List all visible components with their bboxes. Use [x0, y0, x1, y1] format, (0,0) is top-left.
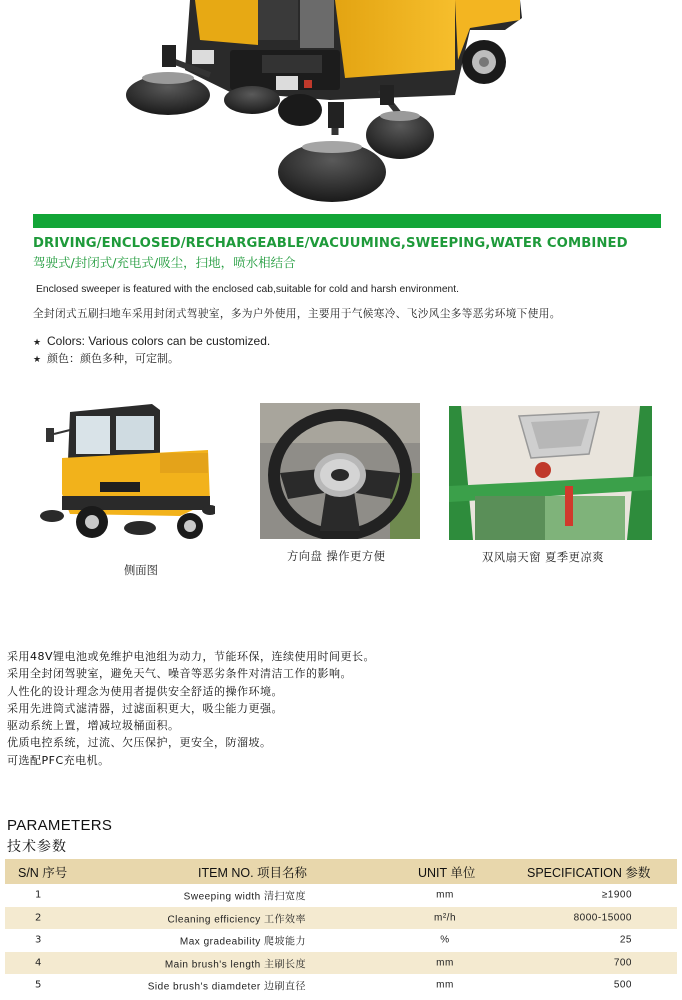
list-item: 采用48V锂电池或免维护电池组为动力，节能环保，连续使用时间更长。 [7, 650, 376, 663]
accent-divider-bar [33, 214, 661, 228]
cell-sn: 3 [35, 934, 42, 946]
cell-unit: % [440, 934, 450, 946]
list-item: 可选配PFC充电机。 [7, 753, 110, 767]
steering-wheel-caption: 方向盘 操作更方便 [287, 550, 386, 563]
colors-bullet-cn [33, 350, 179, 366]
hero-sweeper-photo [0, 0, 682, 212]
parameters-table [5, 859, 677, 997]
intro-text-cn: 全封闭式五刷扫地车采用封闭式驾驶室，多为户外使用，主要用于气候寒冷、飞沙风尘多等恶劣环境下使用。 [33, 308, 561, 320]
list-item: 采用先进筒式滤清器，过滤面积更大，吸尘能力更强。 [7, 701, 283, 715]
roof-fan-caption: 双风扇天窗 夏季更凉爽 [482, 551, 605, 564]
table-row [5, 907, 677, 930]
star-icon: ★ [33, 355, 42, 365]
intro-text-en: Enclosed sweeper is featured with the enclosed cab,suitable for cold and harsh environment. [36, 284, 459, 295]
parameters-subtitle: 技术参数 [7, 839, 67, 855]
steering-wheel-illustration [260, 403, 420, 539]
table-row [5, 974, 677, 997]
side-view-caption: 侧面图 [124, 564, 158, 577]
cell-spec: ≥1900 [601, 889, 632, 901]
header-spec: SPECIFICATION 参数 [527, 865, 651, 880]
table-row [5, 929, 677, 952]
cell-unit: mm [436, 957, 454, 969]
header-sn: S/N 序号 [18, 865, 68, 880]
colors-bullet-en [33, 334, 270, 348]
roof-fan-illustration [449, 406, 652, 540]
cell-item: Max gradeability 爬坡能力 [179, 936, 306, 948]
cell-unit: mm [436, 889, 454, 901]
list-item: 人性化的设计理念为使用者提供安全舒适的操作环境。 [7, 684, 283, 698]
star-icon: ★ [33, 337, 42, 347]
sweeper-front-illustration [0, 0, 682, 212]
list-item: 采用全封闭驾驶室，避免天气、噪音等恶劣条件对清洁工作的影响。 [7, 667, 352, 681]
cell-unit: mm [436, 979, 454, 991]
table-row [5, 884, 677, 907]
cell-sn: 5 [35, 979, 42, 991]
list-item: 驱动系统上置，增减垃圾桶面积。 [7, 719, 180, 733]
cell-item: Main brush's length 主刷长度 [164, 959, 306, 971]
cell-item: Side brush's diamdeter 边刷直径 [147, 981, 306, 993]
cell-spec: 8000-15000 [573, 912, 632, 924]
product-subheadline: 驾驶式/封闭式/充电式/吸尘，扫地，喷水相结合 [33, 255, 296, 270]
cell-spec: 500 [613, 979, 632, 991]
side-view-photo [40, 398, 215, 558]
cell-sn: 4 [35, 957, 42, 969]
cell-spec: 25 [619, 934, 632, 946]
roof-fan-photo [449, 406, 652, 540]
steering-wheel-photo [260, 403, 420, 539]
colors-text-cn: 颜色：颜色多种，可定制。 [47, 352, 179, 365]
parameters-title: PARAMETERS [7, 817, 113, 834]
cell-unit: m²/h [434, 912, 456, 924]
cell-item: Sweeping width 清扫宽度 [183, 891, 306, 903]
list-item: 优质电控系统，过流、欠压保护，更安全，防溜坡。 [7, 736, 272, 750]
cell-item: Cleaning efficiency 工作效率 [167, 914, 306, 926]
cell-spec: 700 [613, 957, 632, 969]
colors-text-en: Colors: Various colors can be customized. [47, 334, 271, 348]
cell-sn: 1 [35, 889, 42, 901]
feature-list [7, 648, 375, 769]
table-row [5, 952, 677, 975]
sweeper-side-illustration [40, 398, 215, 558]
cell-sn: 2 [35, 912, 42, 924]
product-headline: DRIVING/ENCLOSED/RECHARGEABLE/VACUUMING,SWEEPING,WATER COMBINED [33, 236, 628, 251]
table-header-row [5, 859, 677, 884]
header-item: ITEM NO. 项目名称 [198, 865, 308, 880]
header-unit: UNIT 单位 [418, 865, 476, 880]
